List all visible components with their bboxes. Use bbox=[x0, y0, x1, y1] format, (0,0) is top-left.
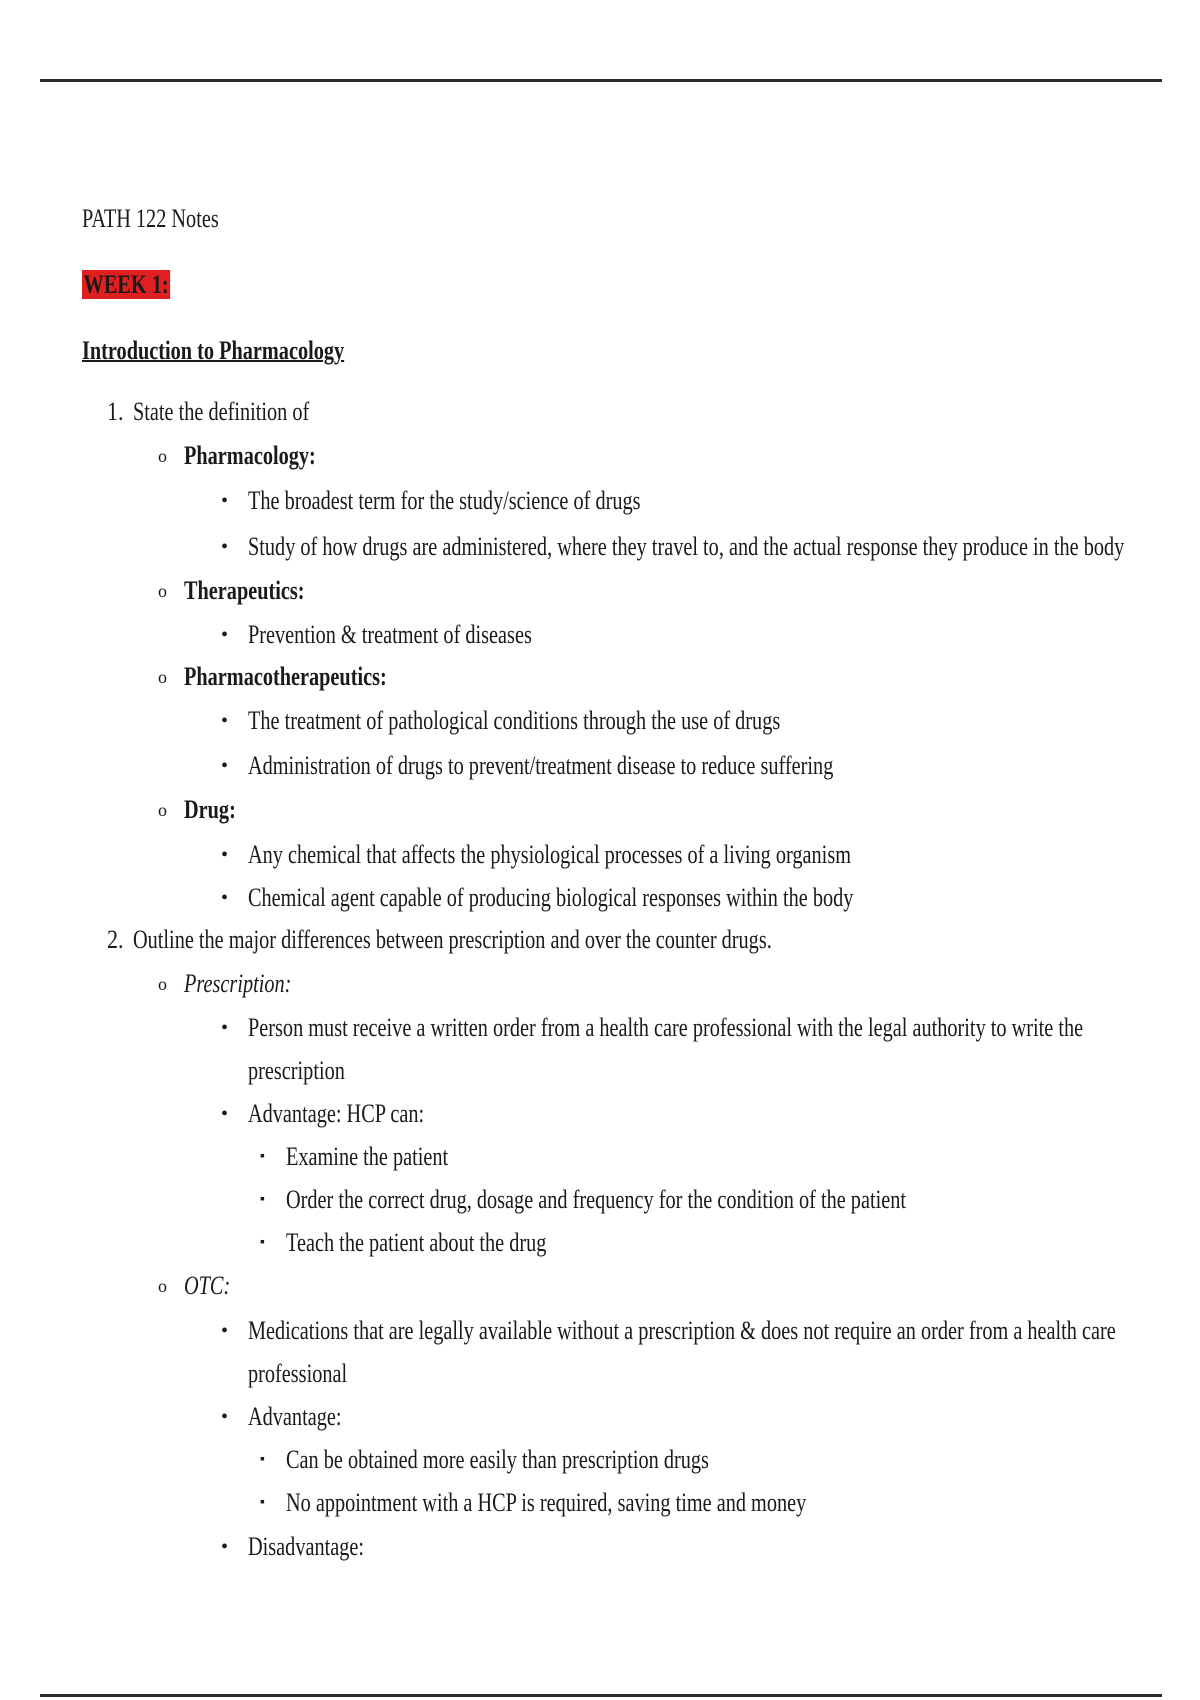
square-bullet-icon: ▪ bbox=[260, 1149, 265, 1164]
list-item: Any chemical that affects the physiological processes of a living organism bbox=[248, 840, 851, 869]
list-item: Disadvantage: bbox=[248, 1532, 365, 1561]
list-item: Person must receive a written order from a health care professional with the legal authority to write the bbox=[248, 1013, 1084, 1042]
list-item: Advantage: HCP can: bbox=[248, 1099, 425, 1128]
term-therapeutics: Therapeutics: bbox=[184, 576, 305, 605]
square-bullet-icon: ▪ bbox=[260, 1495, 265, 1510]
list-item-continued: prescription bbox=[248, 1056, 345, 1085]
footer-rule bbox=[40, 1694, 1162, 1697]
list-item: No appointment with a HCP is required, saving time and money bbox=[286, 1488, 807, 1517]
list-item: Teach the patient about the drug bbox=[286, 1228, 547, 1257]
list-item: Can be obtained more easily than prescription drugs bbox=[286, 1445, 709, 1474]
disc-bullet-icon: • bbox=[221, 844, 229, 866]
course-title: PATH 122 Notes bbox=[82, 204, 219, 233]
disc-bullet-icon: • bbox=[221, 1320, 229, 1342]
question-1: State the definition of bbox=[133, 397, 310, 426]
week-label bbox=[82, 270, 170, 300]
list-number-1: 1. bbox=[107, 397, 124, 426]
circle-bullet-icon: o bbox=[158, 446, 167, 466]
disc-bullet-icon: • bbox=[221, 887, 229, 909]
circle-bullet-icon: o bbox=[158, 667, 167, 687]
circle-bullet-icon: o bbox=[158, 800, 167, 820]
question-2: Outline the major differences between prescription and over the counter drugs. bbox=[133, 925, 772, 954]
disc-bullet-icon: • bbox=[221, 1103, 229, 1125]
header-rule bbox=[40, 79, 1162, 82]
disc-bullet-icon: • bbox=[221, 1406, 229, 1428]
disc-bullet-icon: • bbox=[221, 624, 229, 646]
list-item: The treatment of pathological conditions through the use of drugs bbox=[248, 706, 781, 735]
disc-bullet-icon: • bbox=[221, 490, 229, 512]
section-title: Introduction to Pharmacology bbox=[82, 336, 345, 365]
term-pharmacotherapeutics: Pharmacotherapeutics: bbox=[184, 662, 387, 691]
disc-bullet-icon: • bbox=[221, 536, 229, 558]
disc-bullet-icon: • bbox=[221, 755, 229, 777]
list-item: Chemical agent capable of producing biological responses within the body bbox=[248, 883, 854, 912]
list-item: Administration of drugs to prevent/treatment disease to reduce suffering bbox=[248, 751, 834, 780]
list-item: Advantage: bbox=[248, 1402, 342, 1431]
square-bullet-icon: ▪ bbox=[260, 1235, 265, 1250]
circle-bullet-icon: o bbox=[158, 1276, 167, 1296]
circle-bullet-icon: o bbox=[158, 581, 167, 601]
list-item: Order the correct drug, dosage and frequency for the condition of the patient bbox=[286, 1185, 906, 1214]
disc-bullet-icon: • bbox=[221, 1017, 229, 1039]
list-number-2: 2. bbox=[107, 925, 124, 954]
square-bullet-icon: ▪ bbox=[260, 1452, 265, 1467]
list-item: Medications that are legally available without a prescription & does not require an order from a health care bbox=[248, 1316, 1116, 1345]
list-item-continued: professional bbox=[248, 1359, 348, 1388]
list-item: Prevention & treatment of diseases bbox=[248, 620, 532, 649]
term-otc: OTC: bbox=[184, 1271, 231, 1300]
disc-bullet-icon: • bbox=[221, 1536, 229, 1558]
circle-bullet-icon: o bbox=[158, 974, 167, 994]
week-highlight: WEEK 1: bbox=[83, 270, 169, 299]
square-bullet-icon: ▪ bbox=[260, 1192, 265, 1207]
list-item: The broadest term for the study/science of drugs bbox=[248, 486, 641, 515]
disc-bullet-icon: • bbox=[221, 710, 229, 732]
term-drug: Drug: bbox=[184, 795, 236, 824]
term-pharmacology: Pharmacology: bbox=[184, 441, 316, 470]
list-item: Study of how drugs are administered, where they travel to, and the actual response they produce in the body bbox=[248, 532, 1125, 561]
term-prescription: Prescription: bbox=[184, 969, 292, 998]
list-item: Examine the patient bbox=[286, 1142, 449, 1171]
